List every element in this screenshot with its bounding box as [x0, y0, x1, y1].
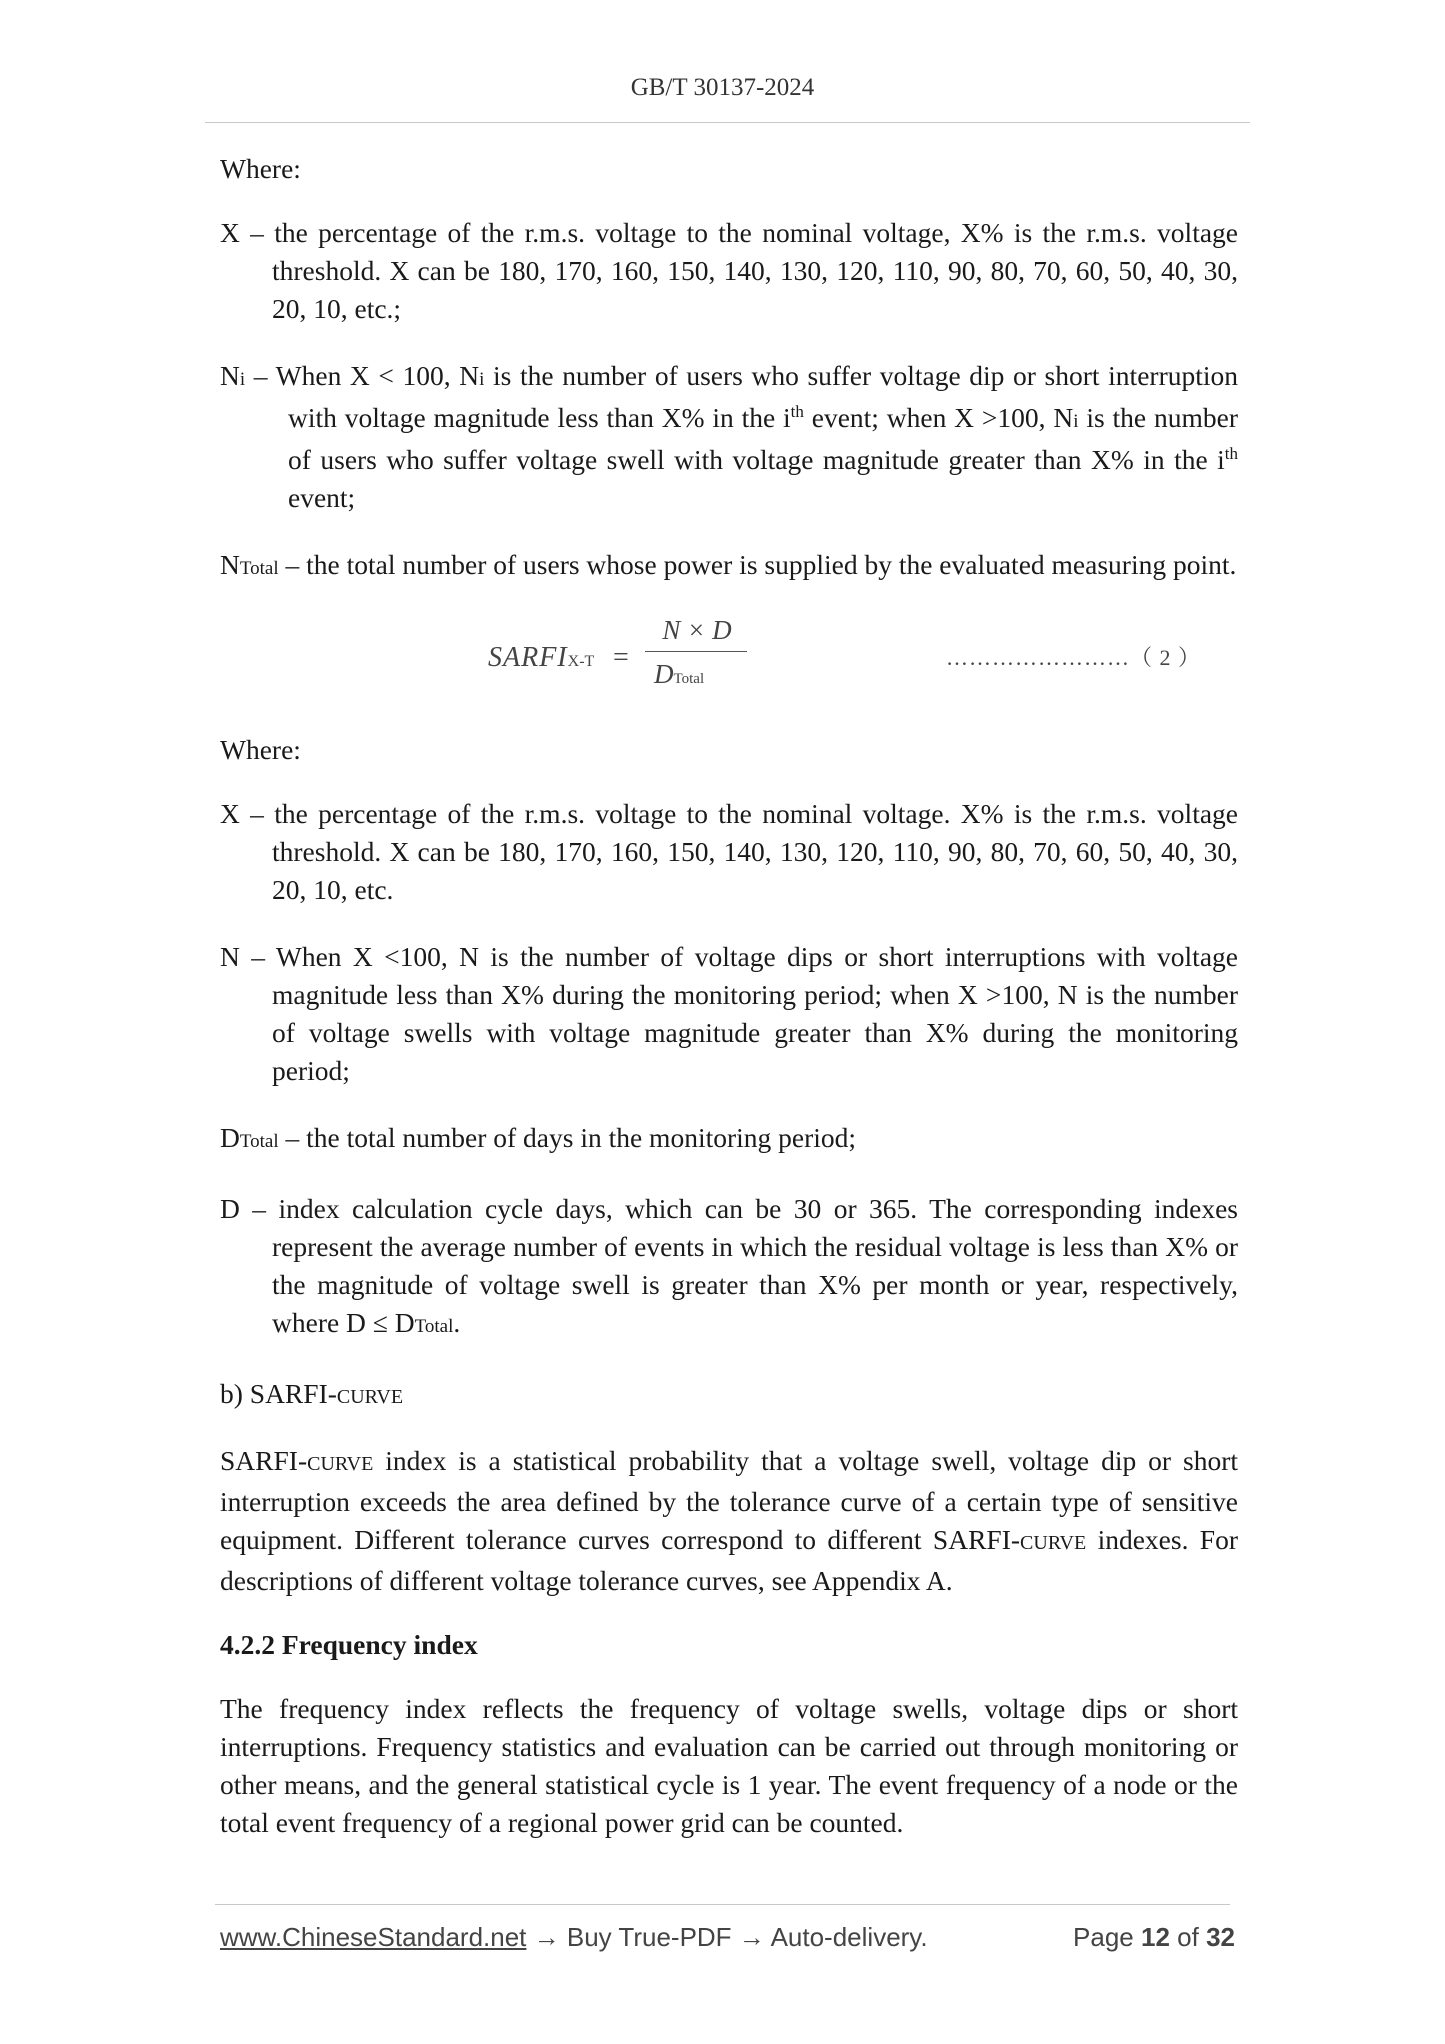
superscript: th: [790, 401, 804, 421]
website-link[interactable]: www.ChineseStandard.net: [220, 1922, 527, 1952]
definition-text: is the number of users who suffer voltage swell with voltage magnitude greater than X% in the i: [288, 402, 1238, 475]
definition-n: N – When X <100, N is the number of voltage dips or short interruptions with voltage magnitude less than X% during the monitoring period; when X >100, N is the number of voltage swells with voltage magnitude greater than X% during the monitoring period;: [220, 941, 1238, 1086]
page-body: [220, 150, 1238, 1868]
formula-symbol: SARFI: [488, 642, 568, 673]
definition-text: is the number of users who suffer voltage dip or short interruption with voltage magnitude less than X% in the i: [288, 360, 1239, 433]
definition-text: When X < 100, N: [275, 360, 480, 391]
formula-subscript: X-T: [567, 653, 595, 670]
term-d: D: [220, 1193, 240, 1224]
paragraph-text: SARFI-: [220, 1445, 308, 1476]
definition-text: the total number of users whose power is supplied by the evaluated measuring point.: [306, 549, 1237, 580]
header-divider: [205, 122, 1250, 123]
definition-text: When X <100, N is the number of voltage dips or short interruptions with voltage magnitude less than X% during the monitoring period; when X >100, N is the number of voltage swells with voltage magnitude greater than X% during the monitoring period;: [272, 941, 1238, 1086]
formula-lhs: [488, 639, 594, 681]
formula-symbol: D: [654, 659, 674, 689]
definition-x: X – the percentage of the r.m.s. voltage to the nominal voltage, X% is the r.m.s. voltage threshold. X can be 180, 170, 160, 150, 140, 130, 120, 110, 90, 80, 70, 60, 50, 40, 30, 20, 10, etc.;: [220, 217, 1238, 324]
where-label: Where:: [220, 153, 301, 184]
term-n: N: [220, 941, 240, 972]
definition-text: the percentage of the r.m.s. voltage to the nominal voltage, X% is the r.m.s. voltage threshold. X can be 180, 170, 160, 150, 140, 130, 120, 110, 90, 80, 70, 60, 50, 40, 30, 20, 10, etc.;: [272, 217, 1238, 324]
subscript: i: [479, 369, 485, 390]
small-caps: CURVE: [336, 1386, 404, 1408]
page-footer: [220, 1922, 1235, 1953]
small-caps: CURVE: [307, 1453, 374, 1475]
term-x: X: [220, 798, 240, 829]
footer-tagline: → Buy True-PDF → Auto-delivery.: [526, 1922, 928, 1952]
definition-text: the percentage of the r.m.s. voltage to the nominal voltage. X% is the r.m.s. voltage threshold. X can be 180, 170, 160, 150, 140, 130, 120, 110, 90, 80, 70, 60, 50, 40, 30, 20, 10, etc.: [272, 798, 1238, 905]
term-subscript: i: [239, 369, 246, 390]
formula-equals: =: [613, 642, 629, 673]
small-caps: CURVE: [1020, 1532, 1087, 1554]
page-number: 12: [1141, 1922, 1170, 1952]
definition-ntotal: NTotal – the total number of users whose power is supplied by the evaluated measuring point.: [220, 549, 1237, 580]
term-d: D: [220, 1122, 240, 1153]
footer-divider: [215, 1904, 1230, 1905]
term-x: X: [220, 217, 240, 248]
formula-numerator: N × D: [662, 615, 732, 645]
running-header: GB/T 30137-2024: [630, 74, 815, 101]
paragraph-text: index is a statistical probability that a voltage swell, voltage dip or short interruption exceeds the area defined by the tolerance curve of a certain type of sensitive equipment. Different tolerance curves correspond to different SARFI-: [220, 1445, 1238, 1555]
fraction-bar: [645, 651, 747, 652]
definition-d: D – index calculation cycle days, which can be 30 or 365. The corresponding indexes represent the average number of events in which the residual voltage is less than X% or the magnitude of voltage swell is greater than X% per month or year, respectively, where D ≤ DTotal.: [220, 1193, 1238, 1338]
definition-x: X – the percentage of the r.m.s. voltage to the nominal voltage. X% is the r.m.s. voltage threshold. X can be 180, 170, 160, 150, 140, 130, 120, 110, 90, 80, 70, 60, 50, 40, 30, 20, 10, etc.: [220, 798, 1238, 905]
formula-number: ……………………（ 2 ）: [946, 645, 1202, 670]
page-indicator: [1073, 1922, 1235, 1953]
subscript: Total: [414, 1316, 454, 1337]
section-heading-4-2-2: 4.2.2 Frequency index: [220, 1629, 478, 1660]
subscript: i: [1073, 411, 1079, 432]
definition-text: .: [453, 1307, 461, 1338]
term-subscript: Total: [239, 558, 279, 579]
formula-denominator: [654, 655, 704, 698]
page-label: Page: [1073, 1922, 1134, 1952]
formula-subscript: Total: [673, 671, 705, 687]
definition-text: event;: [288, 482, 356, 513]
of-label: of: [1177, 1922, 1199, 1952]
paragraph-frequency-index: The frequency index reflects the frequency of voltage swells, voltage dips or short interruptions. Frequency statistics and evaluation can be carried out through monitoring or other means, and the general statistical cycle is 1 year. The event frequency of a node or the total event frequency of a regional power grid can be counted.: [220, 1693, 1238, 1838]
superscript: th: [1224, 443, 1238, 463]
paragraph-text: indexes. For descriptions of different voltage tolerance curves, see Appendix A.: [220, 1524, 1238, 1596]
section-b-prefix: b) SARFI-: [220, 1378, 337, 1409]
term-subscript: Total: [239, 1131, 279, 1152]
formula-2: [220, 617, 1238, 705]
definition-text: index calculation cycle days, which can be 30 or 365. The corresponding indexes represent the average number of events in which the residual voltage is less than X% or the magnitude of voltage swell is greater than X% per month or year, respectively, where D ≤ D: [272, 1193, 1238, 1338]
term-n: N: [220, 549, 240, 580]
definition-dtotal: DTotal – the total number of days in the monitoring period;: [220, 1122, 857, 1153]
definition-text: the total number of days in the monitoring period;: [306, 1122, 857, 1153]
term-n: N: [220, 360, 240, 391]
definition-ni: Ni – When X < 100, Ni is the number of users who suffer voltage dip or short interruption with voltage magnitude less than X% in the $i^{th}$ event; when X >100, Ni is the number of users who suffer voltage swell with voltage magnitude greater than X% in the $i^{th}$ event;: [220, 360, 1239, 513]
total-pages: 32: [1206, 1922, 1235, 1952]
section-b-title: [220, 1375, 1238, 1416]
paragraph-sarfi-curve: [220, 1442, 1238, 1600]
where-label: Where:: [220, 734, 301, 765]
definition-text: event; when X >100, N: [803, 402, 1074, 433]
